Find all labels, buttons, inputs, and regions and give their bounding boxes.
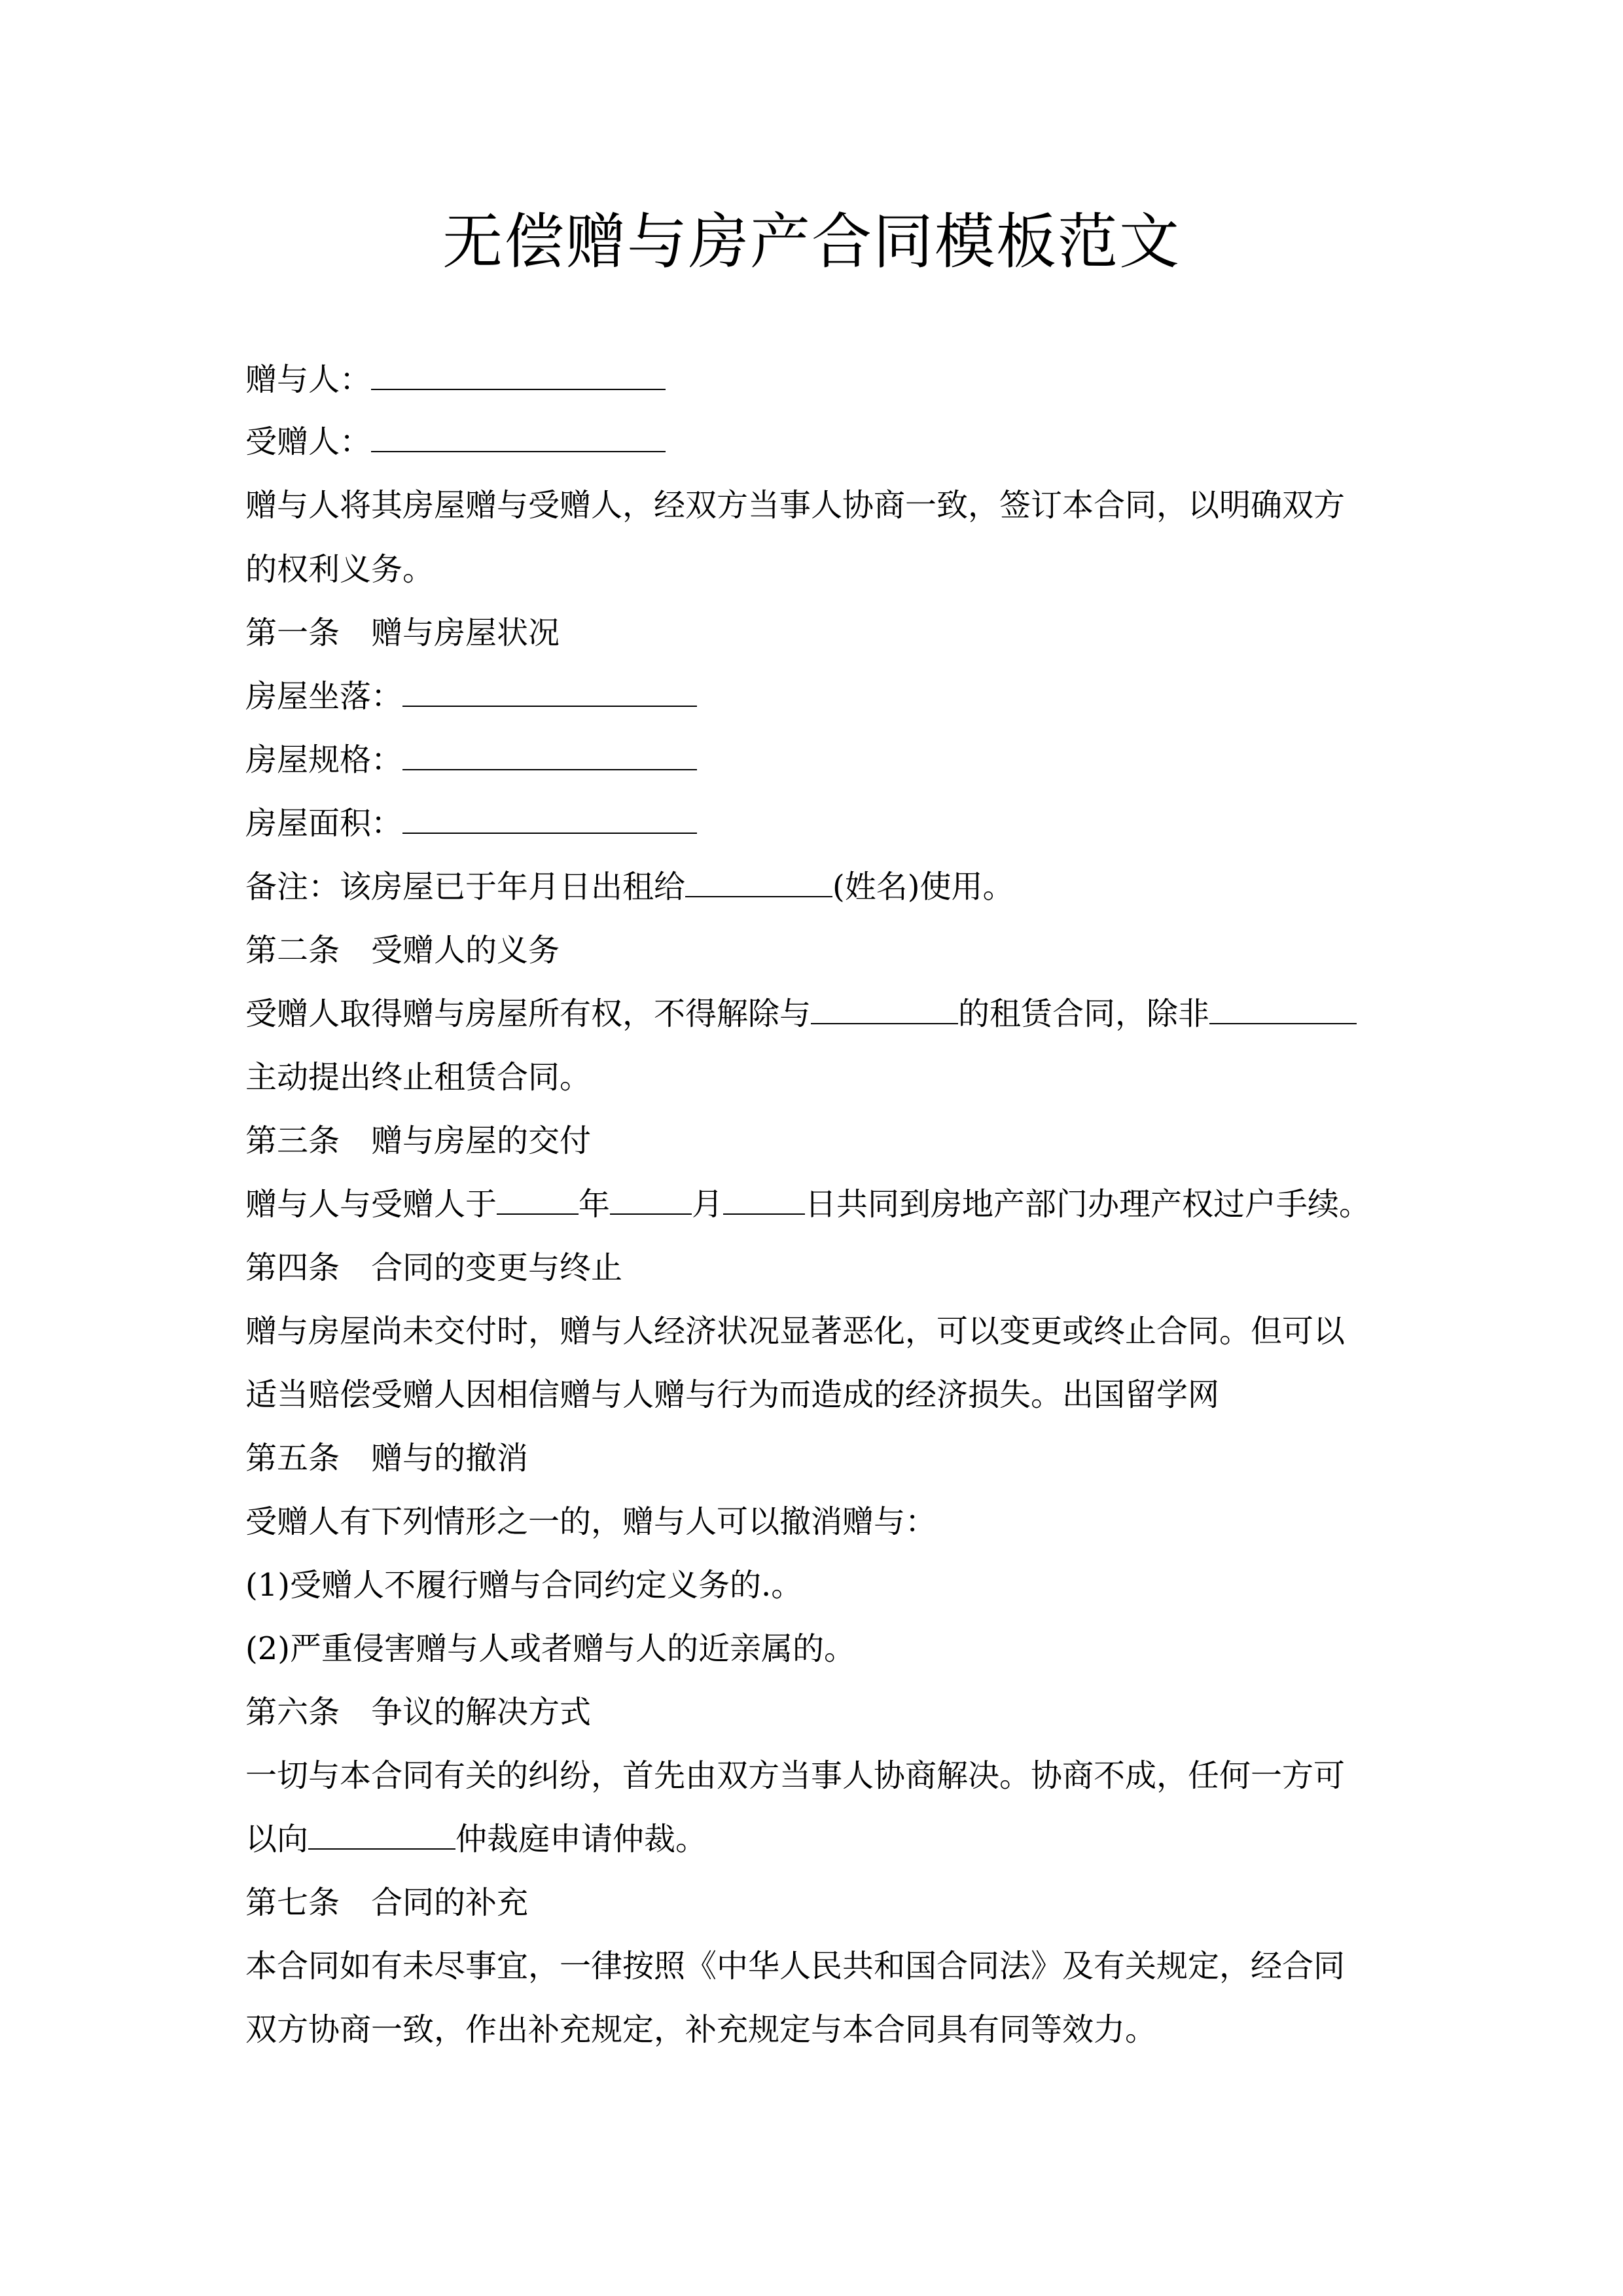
article-7-line-2: 双方协商一致，作出补充规定，补充规定与本合同具有同等效力。 [245, 2011, 1157, 2048]
article-6-text-b: 仲裁庭申请仲裁。 [455, 1821, 707, 1857]
article-3-number: 第三条 [245, 1122, 340, 1159]
note-text-a: 备注：该房屋已于年月日出租给 [245, 869, 686, 905]
article-4-line-2: 适当赔偿受赠人因相信赠与人赠与行为而造成的经济损失。出国留学网 [245, 1376, 1220, 1413]
intro-line-1: 赠与人将其房屋赠与受赠人，经双方当事人协商一致，签订本合同，以明确双方 [245, 487, 1346, 524]
note-line [245, 867, 1014, 906]
article-7-number: 第七条 [245, 1884, 340, 1921]
month-label: 月 [692, 1186, 724, 1223]
article-3-title: 赠与房屋的交付 [371, 1122, 592, 1159]
article-2-line-1 [245, 994, 1357, 1033]
article-6-line-2 [245, 1820, 707, 1859]
article-5-line-1: 受赠人有下列情形之一的，赠与人可以撤消赠与： [245, 1503, 937, 1540]
article-7-title: 合同的补充 [371, 1884, 529, 1921]
donor-line [245, 360, 666, 399]
house-location-blank [402, 677, 697, 707]
intro-line-2: 的权利义务。 [245, 551, 435, 588]
house-area-line [245, 804, 697, 843]
article-5-heading [245, 1439, 528, 1478]
initiator-blank [1209, 994, 1357, 1024]
month-blank [610, 1185, 692, 1215]
article-4-line-1: 赠与房屋尚未交付时，赠与人经济状况显著恶化，可以变更或终止合同。但可以 [245, 1313, 1346, 1350]
article-6-number: 第六条 [245, 1694, 340, 1731]
donor-blank [371, 360, 666, 390]
article-2-heading [245, 931, 560, 970]
article-3-heading [245, 1121, 591, 1160]
article-5-number: 第五条 [245, 1440, 340, 1477]
house-spec-line [245, 740, 697, 780]
article-2-number: 第二条 [245, 932, 340, 969]
article-4-number: 第四条 [245, 1249, 340, 1286]
lessee-blank [811, 994, 958, 1024]
article-5-item-1: (1)受赠人不履行赠与合同约定义务的.。 [245, 1567, 803, 1604]
article-6-title: 争议的解决方式 [371, 1694, 592, 1731]
day-blank [723, 1185, 805, 1215]
article-2-text-a: 受赠人取得赠与房屋所有权，不得解除与 [245, 996, 812, 1032]
donee-line [245, 422, 666, 461]
article-5-item-2: (2)严重侵害赠与人或者赠与人的近亲属的。 [245, 1630, 855, 1667]
article-1-number: 第一条 [245, 615, 340, 651]
tenant-name-blank [685, 867, 832, 897]
article-3-text-a: 赠与人与受赠人于 [245, 1186, 497, 1223]
document-title: 无偿赠与房产合同模板范文 [442, 207, 1181, 277]
article-3-line [245, 1185, 1370, 1224]
article-2-title: 受赠人的义务 [371, 932, 560, 969]
article-2-line-2: 主动提出终止租赁合同。 [245, 1059, 592, 1096]
house-spec-label: 房屋规格： [245, 742, 403, 778]
article-6-line-1: 一切与本合同有关的纠纷，首先由双方当事人协商解决。协商不成，任何一方可 [245, 1757, 1346, 1794]
note-text-b: (姓名)使用。 [832, 869, 1014, 905]
donee-label: 受赠人： [245, 423, 372, 460]
article-5-title: 赠与的撤消 [371, 1440, 529, 1477]
article-1-title: 赠与房屋状况 [371, 615, 560, 651]
arbitration-blank [308, 1820, 455, 1850]
article-7-line-1: 本合同如有未尽事宜，一律按照《中华人民共和国合同法》及有关规定，经合同 [245, 1948, 1346, 1984]
house-spec-blank [402, 740, 697, 770]
article-6-heading [245, 1693, 591, 1732]
article-2-text-b: 的租赁合同，除非 [958, 996, 1210, 1032]
house-area-blank [402, 804, 697, 834]
house-location-line [245, 677, 697, 716]
article-7-heading [245, 1883, 528, 1922]
article-6-text-a: 以向 [245, 1821, 309, 1857]
article-4-title: 合同的变更与终止 [371, 1249, 623, 1286]
day-and-rest: 日共同到房地产部门办理产权过户手续。 [805, 1186, 1371, 1223]
year-blank [497, 1185, 579, 1215]
donor-label: 赠与人： [245, 361, 372, 398]
house-area-label: 房屋面积： [245, 805, 403, 842]
year-label: 年 [579, 1186, 611, 1223]
donee-blank [371, 422, 666, 452]
article-4-heading [245, 1248, 622, 1287]
house-location-label: 房屋坐落： [245, 678, 403, 715]
article-1-heading [245, 613, 560, 653]
